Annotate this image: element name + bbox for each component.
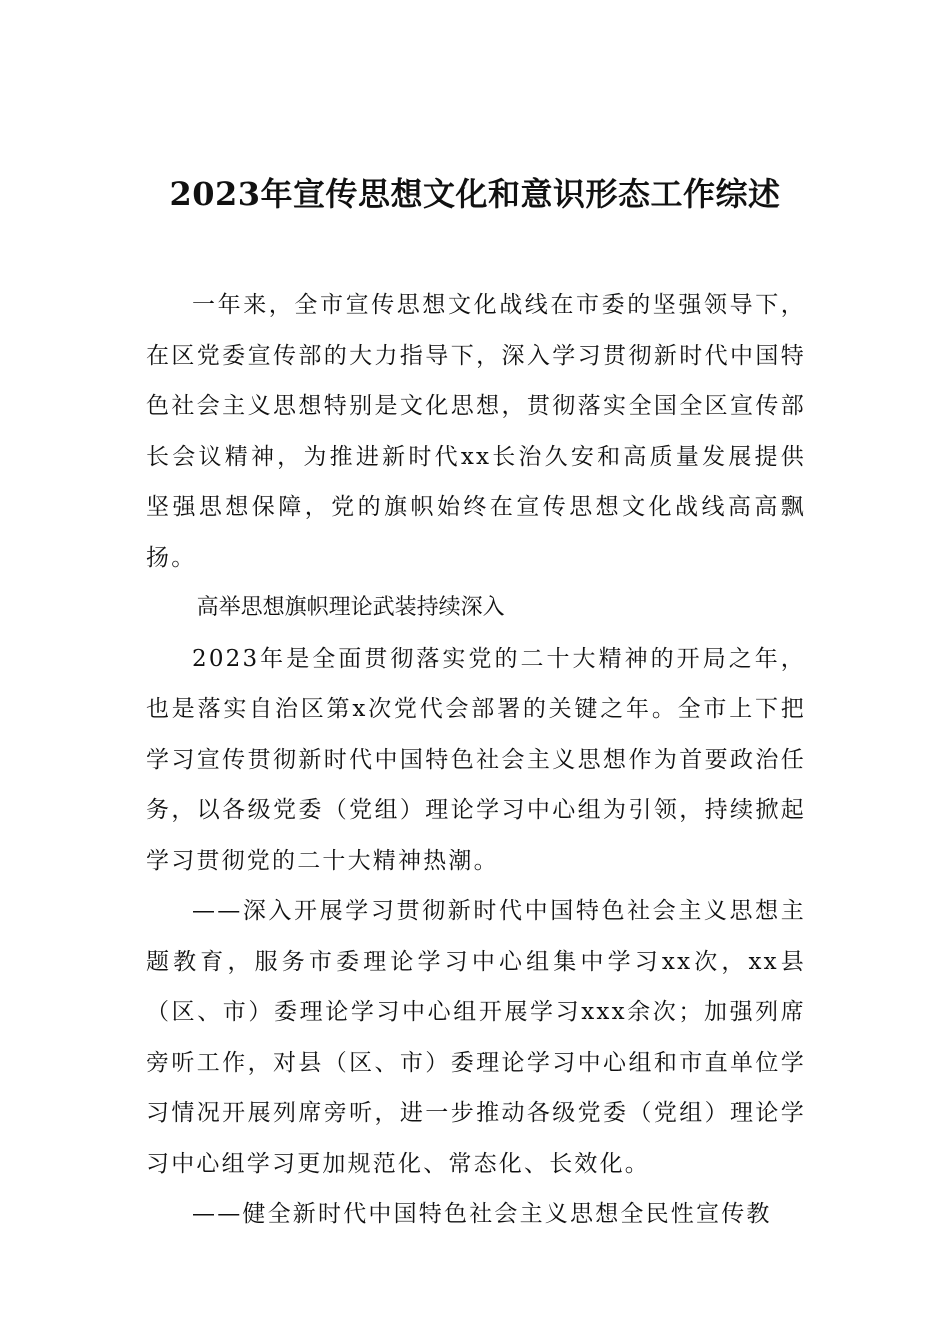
section-heading: 高举思想旗帜理论武装持续深入	[196, 595, 505, 620]
bullet-paragraph: ——健全新时代中国特色社会主义思想全民性宣传教	[192, 1201, 772, 1227]
document-title: 2023年宣传思想文化和意识形态工作综述	[169, 175, 781, 213]
section-paragraph: 2023年是全面贯彻落实党的二十大精神的开局之年，也是落实自治区第x次党代会部署的关键之年。全市上下把学习宣传贯彻新时代中国特色社会主义思想作为首要政治任务，以各级党委（党组）理论学习中心组为引领，持续掀起学习贯彻党的二十大精神热潮。	[146, 645, 806, 874]
document-body	[146, 280, 806, 1240]
bullet-paragraph: ——深入开展学习贯彻新时代中国特色社会主义思想主题教育，服务市委理论学习中心组集中学习xx次，xx县（区、市）委理论学习中心组开展学习xxx余次；加强列席旁听工作，对县（区、市）委理论学习中心组和市直单位学习情况开展列席旁听，进一步推动各级党委（党组）理论学习中心组学习更加规范化、常态化、长效化。	[146, 898, 806, 1177]
intro-paragraph: 一年来，全市宣传思想文化战线在市委的坚强领导下，在区党委宣传部的大力指导下，深入学习贯彻新时代中国特色社会主义思想特别是文化思想，贯彻落实全国全区宣传部长会议精神，为推进新时代xx长治久安和高质量发展提供坚强思想保障，党的旗帜始终在宣传思想文化战线高高飘扬。	[146, 292, 806, 571]
